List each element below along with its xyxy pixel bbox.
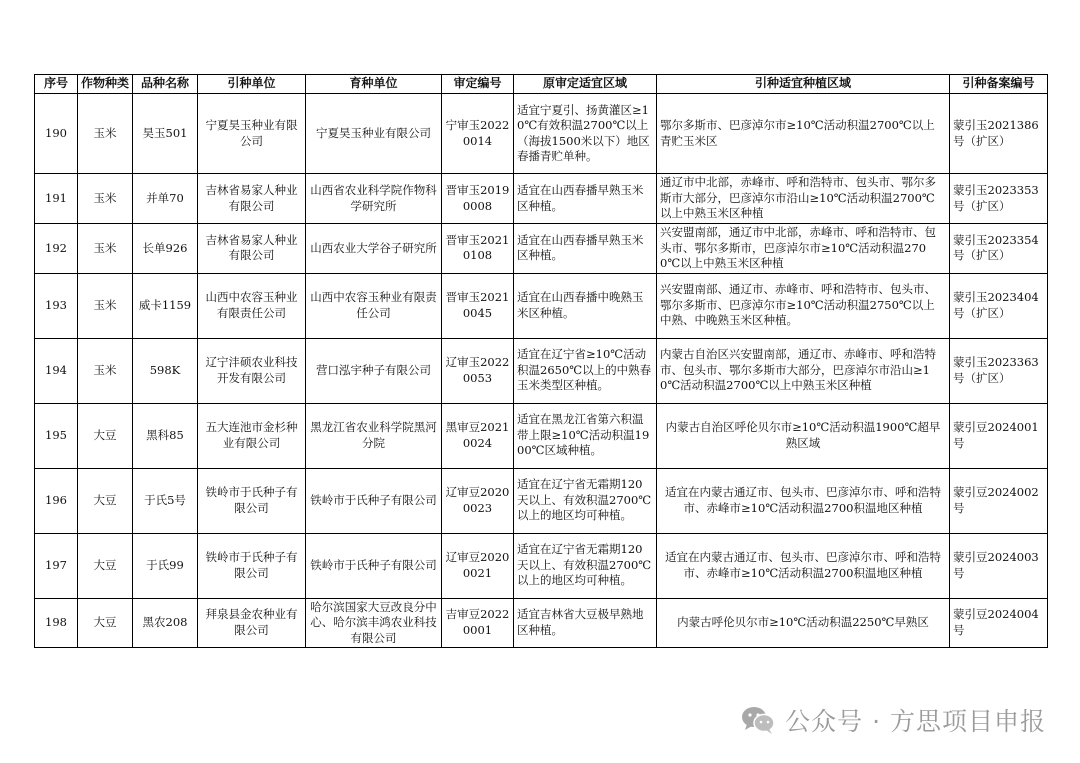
cell-approval: 晋审玉20210108 <box>442 224 514 274</box>
watermark <box>741 702 1046 738</box>
cell-orig-area: 适宜在山西春播中晚熟玉米区种植。 <box>514 273 657 338</box>
cell-crop: 大豆 <box>78 403 133 468</box>
cell-variety: 长单926 <box>133 224 198 274</box>
cell-crop: 大豆 <box>78 533 133 598</box>
cell-intro-area: 适宜在内蒙古通辽市、包头市、巴彦淖尔市、呼和浩特市、赤峰市≥10℃活动积温2700积温地区种植 <box>657 533 950 598</box>
cell-crop: 玉米 <box>78 174 133 224</box>
cell-crop: 玉米 <box>78 94 133 174</box>
cell-no: 197 <box>35 533 78 598</box>
header-introducer: 引种单位 <box>198 75 306 94</box>
cell-approval: 晋审玉20190008 <box>442 174 514 224</box>
cell-record: 蒙引玉2023404号（扩区） <box>950 273 1048 338</box>
table-row <box>35 598 1048 648</box>
cell-intro-area: 通辽市中北部，赤峰市、呼和浩特市、包头市、鄂尔多斯市大部分，巴彦淖尔市沿山≥10℃活动积温2700℃以上中熟玉米区种植 <box>657 174 950 224</box>
cell-record: 蒙引玉2023353号（扩区） <box>950 174 1048 224</box>
table-row <box>35 468 1048 533</box>
cell-record: 蒙引玉2023354号（扩区） <box>950 224 1048 274</box>
cell-breeder: 铁岭市于氏种子有限公司 <box>306 468 442 533</box>
cell-variety: 于氏5号 <box>133 468 198 533</box>
cell-no: 196 <box>35 468 78 533</box>
cell-breeder: 铁岭市于氏种子有限公司 <box>306 533 442 598</box>
cell-introducer: 吉林省易家人种业有限公司 <box>198 224 306 274</box>
cell-introducer: 五大连池市金杉种业有限公司 <box>198 403 306 468</box>
cell-intro-area: 鄂尔多斯市、巴彦淖尔市≥10℃活动积温2700℃以上青贮玉米区 <box>657 94 950 174</box>
cell-introducer: 拜泉县金农种业有限公司 <box>198 598 306 648</box>
cell-intro-area: 内蒙古自治区兴安盟南部，通辽市、赤峰市、呼和浩特市、包头市、鄂尔多斯市大部分，巴彦淖尔市沿山≥10℃活动积温2700℃以上中熟玉米区种植 <box>657 338 950 403</box>
cell-no: 191 <box>35 174 78 224</box>
cell-crop: 玉米 <box>78 224 133 274</box>
cell-approval: 辽审豆20200023 <box>442 468 514 533</box>
cell-no: 198 <box>35 598 78 648</box>
table-row <box>35 273 1048 338</box>
cell-no: 192 <box>35 224 78 274</box>
cell-variety: 于氏99 <box>133 533 198 598</box>
cell-introducer: 辽宁沣硕农业科技开发有限公司 <box>198 338 306 403</box>
cell-crop: 大豆 <box>78 598 133 648</box>
cell-no: 195 <box>35 403 78 468</box>
cell-intro-area: 内蒙古自治区呼伦贝尔市≥10℃活动积温1900℃超早熟区域 <box>657 403 950 468</box>
cell-intro-area: 兴安盟南部、通辽市、赤峰市、呼和浩特市、包头市、鄂尔多斯市、巴彦淖尔市≥10℃活动积温2750℃以上中熟、中晚熟玉米区种植。 <box>657 273 950 338</box>
wechat-icon <box>741 705 775 735</box>
header-approval: 审定编号 <box>442 75 514 94</box>
cell-intro-area: 适宜在内蒙古通辽市、包头市、巴彦淖尔市、呼和浩特市、赤峰市≥10℃活动积温2700积温地区种植 <box>657 468 950 533</box>
watermark-text: 公众号 · 方思项目申报 <box>785 707 1046 736</box>
cell-no: 194 <box>35 338 78 403</box>
cell-approval: 吉审豆20220001 <box>442 598 514 648</box>
cell-crop: 大豆 <box>78 468 133 533</box>
cell-breeder: 营口泓宇种子有限公司 <box>306 338 442 403</box>
cell-orig-area: 适宜在山西春播早熟玉米区种植。 <box>514 224 657 274</box>
cell-variety: 昊玉501 <box>133 94 198 174</box>
cell-record: 蒙引玉2023363号（扩区） <box>950 338 1048 403</box>
cell-approval: 黑审豆20210024 <box>442 403 514 468</box>
cell-approval: 辽审玉20220053 <box>442 338 514 403</box>
header-breeder: 育种单位 <box>306 75 442 94</box>
table-header-row <box>35 75 1048 94</box>
cell-introducer: 铁岭市于氏种子有限公司 <box>198 533 306 598</box>
cell-record: 蒙引豆2024003号 <box>950 533 1048 598</box>
cell-orig-area: 适宜宁夏引、扬黄灌区≥10℃有效积温2700℃以上（海拔1500米以下）地区春播青贮单种。 <box>514 94 657 174</box>
header-variety: 品种名称 <box>133 75 198 94</box>
cell-variety: 黑科85 <box>133 403 198 468</box>
table-row <box>35 338 1048 403</box>
header-record: 引种备案编号 <box>950 75 1048 94</box>
cell-breeder: 山西农业大学谷子研究所 <box>306 224 442 274</box>
cell-breeder: 山西省农业科学院作物科学研究所 <box>306 174 442 224</box>
cell-crop: 玉米 <box>78 273 133 338</box>
header-orig-area: 原审定适宜区域 <box>514 75 657 94</box>
cell-record: 蒙引豆2024002号 <box>950 468 1048 533</box>
cell-crop: 玉米 <box>78 338 133 403</box>
cell-intro-area: 兴安盟南部，通辽市中北部，赤峰市、呼和浩特市、包头市、鄂尔多斯市，巴彦淖尔市≥10℃活动积温2700℃以上中熟玉米区种植 <box>657 224 950 274</box>
table-row <box>35 224 1048 274</box>
cell-orig-area: 适宜在山西春播早熟玉米区种植。 <box>514 174 657 224</box>
cell-breeder: 山西中农容玉种业有限责任公司 <box>306 273 442 338</box>
table-row <box>35 403 1048 468</box>
cell-introducer: 吉林省易家人种业有限公司 <box>198 174 306 224</box>
cell-intro-area: 内蒙古呼伦贝尔市≥10℃活动积温2250℃早熟区 <box>657 598 950 648</box>
cell-variety: 并单70 <box>133 174 198 224</box>
table-row <box>35 94 1048 174</box>
cell-variety: 598K <box>133 338 198 403</box>
cell-orig-area: 适宜吉林省大豆极早熟地区种植。 <box>514 598 657 648</box>
cell-breeder: 哈尔滨国家大豆改良分中心、哈尔滨丰鸿农业科技有限公司 <box>306 598 442 648</box>
cell-breeder: 宁夏昊玉种业有限公司 <box>306 94 442 174</box>
header-no: 序号 <box>35 75 78 94</box>
cell-orig-area: 适宜在黑龙江省第六积温带上限≥10℃活动积温1900℃区域种植。 <box>514 403 657 468</box>
cell-orig-area: 适宜在辽宁省≥10℃活动积温2650℃以上的中熟春玉米类型区种植。 <box>514 338 657 403</box>
cell-approval: 宁审玉20220014 <box>442 94 514 174</box>
cell-breeder: 黑龙江省农业科学院黑河分院 <box>306 403 442 468</box>
cell-introducer: 宁夏昊玉种业有限公司 <box>198 94 306 174</box>
cell-variety: 威卡1159 <box>133 273 198 338</box>
cell-record: 蒙引玉2021386号（扩区） <box>950 94 1048 174</box>
variety-table <box>34 74 1048 648</box>
cell-introducer: 铁岭市于氏种子有限公司 <box>198 468 306 533</box>
cell-orig-area: 适宜在辽宁省无霜期120天以上、有效积温2700℃以上的地区均可种植。 <box>514 533 657 598</box>
cell-approval: 晋审玉20210045 <box>442 273 514 338</box>
cell-orig-area: 适宜在辽宁省无霜期120天以上、有效积温2700℃以上的地区均可种植。 <box>514 468 657 533</box>
cell-variety: 黑农208 <box>133 598 198 648</box>
table-row <box>35 533 1048 598</box>
cell-record: 蒙引豆2024001号 <box>950 403 1048 468</box>
cell-no: 190 <box>35 94 78 174</box>
cell-no: 193 <box>35 273 78 338</box>
variety-record-sheet <box>34 74 1047 648</box>
cell-introducer: 山西中农容玉种业有限责任公司 <box>198 273 306 338</box>
cell-record: 蒙引豆2024004号 <box>950 598 1048 648</box>
header-crop: 作物种类 <box>78 75 133 94</box>
table-row <box>35 174 1048 224</box>
cell-approval: 辽审豆20200021 <box>442 533 514 598</box>
header-intro-area: 引种适宜种植区域 <box>657 75 950 94</box>
